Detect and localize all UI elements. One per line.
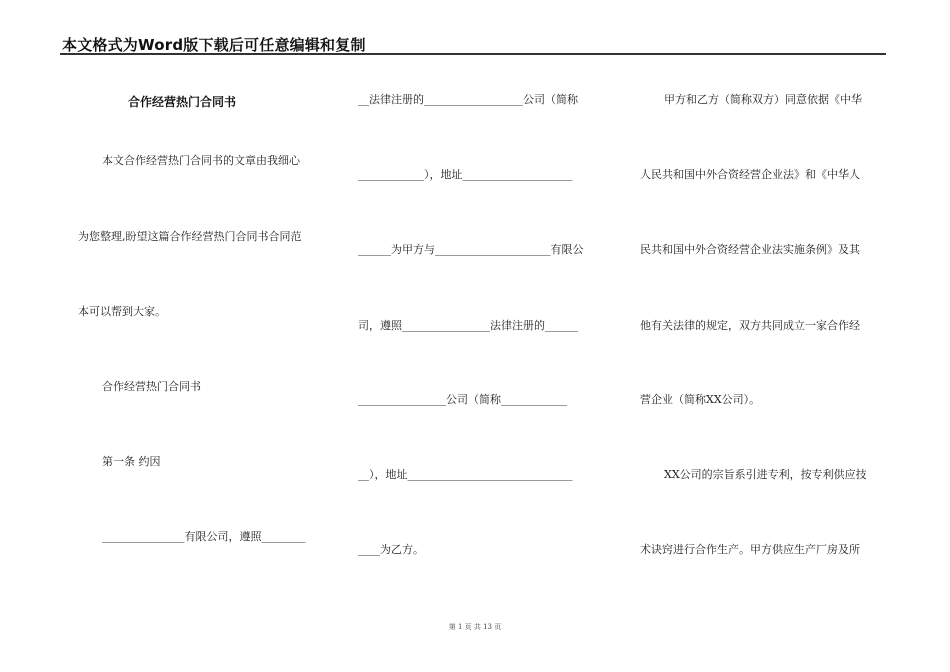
col1-line-2: 为您整理,盼望这篇合作经营热门合同书合同范 bbox=[78, 230, 302, 243]
col3-line-5: 营企业（简称XX公司）。 bbox=[640, 393, 761, 406]
document-title: 合作经营热门合同书 bbox=[128, 95, 237, 109]
col2-line-3: ______为甲方与_____________________有限公 bbox=[358, 243, 584, 256]
col1-line-4: 合作经营热门合同书 bbox=[102, 380, 201, 393]
col1-line-6: _______________有限公司，遵照________ bbox=[102, 530, 306, 543]
col3-line-2: 人民共和国中外合资经营企业法》和《中华人 bbox=[640, 168, 860, 181]
col2-line-7: ____为乙方。 bbox=[358, 543, 424, 556]
col3-line-6: XX公司的宗旨系引进专利，按专利供应技 bbox=[664, 468, 867, 481]
col2-line-5: ________________公司（简称____________ bbox=[358, 393, 567, 406]
col3-line-3: 民共和国中外合资经营企业法实施条例》及其 bbox=[640, 243, 860, 256]
col1-line-1: 本文合作经营热门合同书的文章由我细心 bbox=[102, 154, 300, 167]
page-header: 本文格式为Word版下载后可任意编辑和复制 bbox=[62, 36, 366, 54]
col3-line-4: 他有关法律的规定，双方共同成立一家合作经 bbox=[640, 319, 860, 332]
col3-line-7: 术诀窍进行合作生产。甲方供应生产厂房及所 bbox=[640, 543, 860, 556]
col1-line-5: 第一条 约因 bbox=[102, 455, 161, 468]
col2-line-2: ____________），地址____________________ bbox=[358, 168, 573, 181]
col3-line-1: 甲方和乙方（简称双方）同意依据《中华 bbox=[664, 93, 862, 106]
col2-line-6: __），地址______________________________ bbox=[358, 468, 573, 481]
col1-line-3: 本可以帮到大家。 bbox=[78, 305, 166, 318]
col2-line-1: __法律注册的__________________公司（简称 bbox=[358, 93, 578, 106]
col2-line-4: 司，遵照________________法律注册的______ bbox=[358, 319, 578, 332]
page-number: 第 1 页 共 13 页 bbox=[448, 623, 502, 631]
header-divider bbox=[60, 53, 886, 55]
